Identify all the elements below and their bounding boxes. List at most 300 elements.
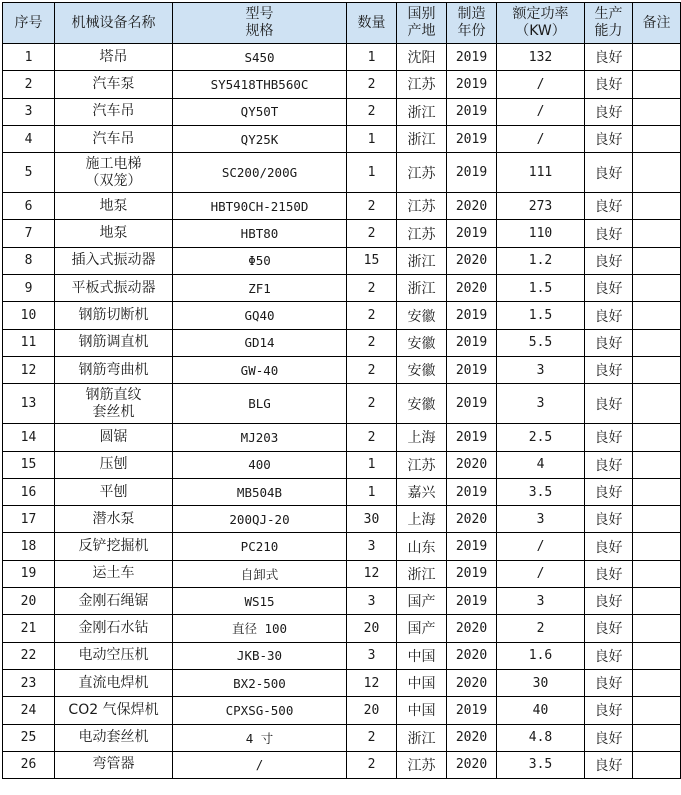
table-row	[3, 506, 681, 533]
cell-origin: 安徽	[397, 384, 447, 424]
cell-qty: 1	[347, 44, 397, 71]
equipment-name-line: 钢筋直纹	[85, 386, 142, 403]
cell-year: 2019	[447, 44, 497, 71]
table-row	[3, 153, 681, 193]
cell-power: 40	[497, 697, 585, 724]
cell-power: 3.5	[497, 751, 585, 778]
cell-power: 3.5	[497, 478, 585, 505]
cell-idx: 6	[3, 193, 55, 220]
cell-qty: 12	[347, 669, 397, 696]
cell-year: 2019	[447, 71, 497, 98]
cell-name	[55, 71, 173, 98]
cell-capacity: 良好	[585, 275, 633, 302]
cell-origin: 安徽	[397, 356, 447, 383]
cell-model: JKB-30	[173, 642, 347, 669]
cell-qty: 2	[347, 424, 397, 451]
cell-qty: 2	[347, 71, 397, 98]
cell-capacity: 良好	[585, 153, 633, 193]
table-row	[3, 329, 681, 356]
cell-name	[55, 98, 173, 125]
cell-capacity: 良好	[585, 424, 633, 451]
equipment-table	[2, 2, 681, 779]
cell-origin: 国产	[397, 615, 447, 642]
cell-idx: 26	[3, 751, 55, 778]
cell-idx: 7	[3, 220, 55, 247]
cell-qty: 20	[347, 697, 397, 724]
cell-origin: 江苏	[397, 71, 447, 98]
cell-idx: 22	[3, 642, 55, 669]
cell-year: 2019	[447, 302, 497, 329]
cell-remark	[633, 697, 681, 724]
cell-idx: 3	[3, 98, 55, 125]
table-row	[3, 220, 681, 247]
table-row	[3, 697, 681, 724]
cell-name	[55, 751, 173, 778]
cell-idx: 17	[3, 506, 55, 533]
cell-remark	[633, 642, 681, 669]
cell-idx: 20	[3, 588, 55, 615]
cell-idx: 4	[3, 125, 55, 152]
cell-power: 3	[497, 356, 585, 383]
equipment-name-line: 电动套丝机	[78, 729, 149, 746]
cell-qty: 2	[347, 98, 397, 125]
equipment-name-line: 施工电梯	[85, 155, 142, 172]
cell-qty: 1	[347, 153, 397, 193]
cell-name	[55, 642, 173, 669]
cell-name	[55, 247, 173, 274]
cell-idx: 1	[3, 44, 55, 71]
cell-qty: 1	[347, 125, 397, 152]
cell-origin: 中国	[397, 642, 447, 669]
cell-origin: 浙江	[397, 275, 447, 302]
cell-qty: 30	[347, 506, 397, 533]
cell-name	[55, 356, 173, 383]
cell-idx: 12	[3, 356, 55, 383]
cell-idx: 14	[3, 424, 55, 451]
equipment-name-line: CO2 气保焊机	[68, 701, 159, 718]
cell-origin: 安徽	[397, 329, 447, 356]
table-row	[3, 751, 681, 778]
cell-year: 2020	[447, 451, 497, 478]
cell-capacity: 良好	[585, 98, 633, 125]
cell-idx: 18	[3, 533, 55, 560]
cell-model: /	[173, 751, 347, 778]
cell-model: GD14	[173, 329, 347, 356]
table-row	[3, 615, 681, 642]
cell-remark	[633, 669, 681, 696]
cell-remark	[633, 506, 681, 533]
equipment-name-line: （双笼）	[85, 172, 142, 189]
cell-model: SC200/200G	[173, 153, 347, 193]
cell-origin: 沈阳	[397, 44, 447, 71]
cell-name	[55, 506, 173, 533]
cell-idx: 9	[3, 275, 55, 302]
cell-power: 5.5	[497, 329, 585, 356]
cell-remark	[633, 724, 681, 751]
cell-model: MJ203	[173, 424, 347, 451]
cell-origin: 浙江	[397, 98, 447, 125]
cell-capacity: 良好	[585, 506, 633, 533]
table-row	[3, 71, 681, 98]
cell-capacity: 良好	[585, 669, 633, 696]
cell-origin: 浙江	[397, 724, 447, 751]
cell-remark	[633, 424, 681, 451]
cell-idx: 19	[3, 560, 55, 587]
cell-model: 自卸式	[173, 560, 347, 587]
cell-year: 2019	[447, 125, 497, 152]
header-model: 型号 规格	[173, 3, 347, 44]
cell-remark	[633, 153, 681, 193]
cell-origin: 浙江	[397, 125, 447, 152]
equipment-name-line: 钢筋弯曲机	[78, 361, 149, 378]
cell-model: SY5418THB560C	[173, 71, 347, 98]
table-row	[3, 560, 681, 587]
cell-year: 2019	[447, 153, 497, 193]
cell-power: /	[497, 560, 585, 587]
cell-capacity: 良好	[585, 615, 633, 642]
cell-origin: 山东	[397, 533, 447, 560]
table-row	[3, 247, 681, 274]
cell-capacity: 良好	[585, 478, 633, 505]
cell-idx: 8	[3, 247, 55, 274]
cell-power: 3	[497, 384, 585, 424]
cell-remark	[633, 329, 681, 356]
cell-model: BX2-500	[173, 669, 347, 696]
table-row	[3, 384, 681, 424]
cell-idx: 5	[3, 153, 55, 193]
cell-name	[55, 451, 173, 478]
cell-remark	[633, 356, 681, 383]
table-row	[3, 275, 681, 302]
cell-year: 2020	[447, 275, 497, 302]
cell-power: 2	[497, 615, 585, 642]
cell-qty: 2	[347, 220, 397, 247]
cell-origin: 江苏	[397, 751, 447, 778]
table-row	[3, 533, 681, 560]
cell-model: 4 寸	[173, 724, 347, 751]
cell-origin: 江苏	[397, 153, 447, 193]
cell-idx: 2	[3, 71, 55, 98]
cell-qty: 2	[347, 275, 397, 302]
cell-name	[55, 329, 173, 356]
cell-year: 2019	[447, 98, 497, 125]
cell-power: 30	[497, 669, 585, 696]
cell-capacity: 良好	[585, 71, 633, 98]
cell-remark	[633, 384, 681, 424]
cell-capacity: 良好	[585, 44, 633, 71]
equipment-name-line: 钢筋切断机	[78, 307, 149, 324]
cell-qty: 2	[347, 356, 397, 383]
cell-power: 132	[497, 44, 585, 71]
cell-name	[55, 302, 173, 329]
cell-qty: 2	[347, 329, 397, 356]
cell-name	[55, 153, 173, 193]
cell-qty: 2	[347, 751, 397, 778]
cell-capacity: 良好	[585, 302, 633, 329]
cell-capacity: 良好	[585, 125, 633, 152]
cell-capacity: 良好	[585, 220, 633, 247]
table-row	[3, 424, 681, 451]
cell-qty: 3	[347, 533, 397, 560]
header-remark: 备注	[633, 3, 681, 44]
cell-power: 110	[497, 220, 585, 247]
header-qty: 数量	[347, 3, 397, 44]
cell-idx: 24	[3, 697, 55, 724]
equipment-name-line: 地泵	[99, 197, 128, 214]
equipment-name-line: 运土车	[92, 565, 135, 582]
equipment-name-line: 直流电焊机	[78, 674, 149, 691]
cell-name	[55, 193, 173, 220]
equipment-name-line: 钢筋调直机	[78, 334, 149, 351]
cell-power: 4.8	[497, 724, 585, 751]
cell-year: 2019	[447, 356, 497, 383]
equipment-name-line: 汽车泵	[92, 75, 135, 92]
cell-model: CPXSG-500	[173, 697, 347, 724]
cell-remark	[633, 220, 681, 247]
cell-origin: 中国	[397, 669, 447, 696]
equipment-name-line: 平刨	[99, 483, 128, 500]
cell-qty: 3	[347, 642, 397, 669]
cell-idx: 21	[3, 615, 55, 642]
cell-model: 直径 100	[173, 615, 347, 642]
cell-qty: 2	[347, 724, 397, 751]
header-origin: 国别 产地	[397, 3, 447, 44]
table-row	[3, 302, 681, 329]
cell-model: Φ50	[173, 247, 347, 274]
cell-model: ZF1	[173, 275, 347, 302]
header-name: 机械设备名称	[55, 3, 173, 44]
cell-remark	[633, 560, 681, 587]
cell-idx: 25	[3, 724, 55, 751]
equipment-name-line: 压刨	[99, 456, 128, 473]
cell-power: /	[497, 98, 585, 125]
cell-power: 2.5	[497, 424, 585, 451]
equipment-name-line: 金刚石绳锯	[78, 592, 149, 609]
cell-model: QY25K	[173, 125, 347, 152]
header-capacity: 生产 能力	[585, 3, 633, 44]
cell-year: 2020	[447, 247, 497, 274]
cell-name	[55, 697, 173, 724]
cell-power: 3	[497, 506, 585, 533]
equipment-name-line: 汽车吊	[92, 103, 135, 120]
cell-name	[55, 424, 173, 451]
cell-name	[55, 724, 173, 751]
cell-capacity: 良好	[585, 384, 633, 424]
cell-idx: 23	[3, 669, 55, 696]
cell-capacity: 良好	[585, 533, 633, 560]
cell-power: 111	[497, 153, 585, 193]
cell-remark	[633, 478, 681, 505]
cell-qty: 1	[347, 451, 397, 478]
cell-name	[55, 533, 173, 560]
cell-power: 1.5	[497, 302, 585, 329]
cell-power: 1.2	[497, 247, 585, 274]
cell-idx: 15	[3, 451, 55, 478]
cell-model: PC210	[173, 533, 347, 560]
cell-remark	[633, 98, 681, 125]
cell-year: 2020	[447, 506, 497, 533]
cell-name	[55, 275, 173, 302]
cell-remark	[633, 615, 681, 642]
cell-name	[55, 384, 173, 424]
cell-model: BLG	[173, 384, 347, 424]
cell-idx: 11	[3, 329, 55, 356]
table-row	[3, 193, 681, 220]
cell-capacity: 良好	[585, 560, 633, 587]
cell-name	[55, 125, 173, 152]
table-row	[3, 642, 681, 669]
cell-qty: 3	[347, 588, 397, 615]
header-power: 额定功率 （KW）	[497, 3, 585, 44]
cell-power: /	[497, 71, 585, 98]
cell-origin: 嘉兴	[397, 478, 447, 505]
equipment-name-line: 汽车吊	[92, 130, 135, 147]
cell-capacity: 良好	[585, 451, 633, 478]
cell-year: 2019	[447, 588, 497, 615]
cell-year: 2019	[447, 384, 497, 424]
cell-origin: 上海	[397, 506, 447, 533]
cell-name	[55, 220, 173, 247]
equipment-name-line: 反铲挖掘机	[78, 538, 149, 555]
cell-year: 2019	[447, 533, 497, 560]
cell-year: 2019	[447, 478, 497, 505]
cell-remark	[633, 588, 681, 615]
cell-year: 2020	[447, 724, 497, 751]
cell-remark	[633, 247, 681, 274]
cell-power: 4	[497, 451, 585, 478]
cell-year: 2019	[447, 329, 497, 356]
cell-year: 2019	[447, 424, 497, 451]
cell-idx: 13	[3, 384, 55, 424]
cell-power: /	[497, 533, 585, 560]
cell-model: WS15	[173, 588, 347, 615]
equipment-name-line: 电动空压机	[78, 647, 149, 664]
equipment-name-line: 地泵	[99, 225, 128, 242]
cell-name	[55, 615, 173, 642]
cell-name	[55, 669, 173, 696]
equipment-name-line: 平板式振动器	[71, 279, 156, 296]
cell-qty: 20	[347, 615, 397, 642]
table-row	[3, 724, 681, 751]
table-row	[3, 98, 681, 125]
equipment-name-line: 插入式振动器	[71, 252, 156, 269]
cell-year: 2019	[447, 697, 497, 724]
equipment-name-line: 潜水泵	[92, 510, 135, 527]
cell-remark	[633, 302, 681, 329]
cell-capacity: 良好	[585, 588, 633, 615]
equipment-name-line: 圆锯	[99, 428, 128, 445]
cell-origin: 江苏	[397, 193, 447, 220]
header-idx: 序号	[3, 3, 55, 44]
table-row	[3, 356, 681, 383]
cell-capacity: 良好	[585, 697, 633, 724]
cell-qty: 2	[347, 384, 397, 424]
cell-qty: 2	[347, 193, 397, 220]
cell-origin: 浙江	[397, 247, 447, 274]
cell-idx: 10	[3, 302, 55, 329]
cell-qty: 15	[347, 247, 397, 274]
equipment-name-line: 套丝机	[92, 403, 135, 420]
cell-remark	[633, 751, 681, 778]
cell-model: QY50T	[173, 98, 347, 125]
cell-model: MB504B	[173, 478, 347, 505]
cell-qty: 1	[347, 478, 397, 505]
cell-origin: 江苏	[397, 220, 447, 247]
cell-origin: 江苏	[397, 451, 447, 478]
cell-name	[55, 588, 173, 615]
table-row	[3, 44, 681, 71]
cell-qty: 2	[347, 302, 397, 329]
cell-origin: 中国	[397, 697, 447, 724]
cell-remark	[633, 193, 681, 220]
cell-qty: 12	[347, 560, 397, 587]
table-row	[3, 669, 681, 696]
cell-remark	[633, 451, 681, 478]
equipment-name-line: 弯管器	[92, 756, 135, 773]
cell-model: GQ40	[173, 302, 347, 329]
cell-power: 1.6	[497, 642, 585, 669]
cell-remark	[633, 275, 681, 302]
cell-year: 2020	[447, 751, 497, 778]
cell-power: 1.5	[497, 275, 585, 302]
cell-power: 3	[497, 588, 585, 615]
cell-origin: 浙江	[397, 560, 447, 587]
cell-year: 2020	[447, 193, 497, 220]
header-year: 制造 年份	[447, 3, 497, 44]
cell-power: /	[497, 125, 585, 152]
cell-model: 200QJ-20	[173, 506, 347, 533]
cell-year: 2019	[447, 560, 497, 587]
cell-model: HBT90CH-2150D	[173, 193, 347, 220]
table-row	[3, 588, 681, 615]
cell-year: 2020	[447, 669, 497, 696]
cell-year: 2020	[447, 642, 497, 669]
equipment-name-line: 塔吊	[99, 48, 128, 65]
table-row	[3, 125, 681, 152]
cell-name	[55, 560, 173, 587]
cell-capacity: 良好	[585, 751, 633, 778]
cell-capacity: 良好	[585, 193, 633, 220]
cell-year: 2019	[447, 220, 497, 247]
cell-remark	[633, 71, 681, 98]
cell-origin: 上海	[397, 424, 447, 451]
cell-name	[55, 478, 173, 505]
table-row	[3, 478, 681, 505]
equipment-name-line: 金刚石水钻	[78, 619, 149, 636]
cell-capacity: 良好	[585, 329, 633, 356]
cell-name	[55, 44, 173, 71]
cell-capacity: 良好	[585, 724, 633, 751]
cell-origin: 国产	[397, 588, 447, 615]
cell-capacity: 良好	[585, 356, 633, 383]
table-row	[3, 451, 681, 478]
cell-origin: 安徽	[397, 302, 447, 329]
cell-power: 273	[497, 193, 585, 220]
cell-remark	[633, 44, 681, 71]
table-header	[3, 3, 681, 44]
cell-idx: 16	[3, 478, 55, 505]
cell-remark	[633, 125, 681, 152]
cell-capacity: 良好	[585, 247, 633, 274]
table-body	[3, 44, 681, 779]
cell-capacity: 良好	[585, 642, 633, 669]
cell-model: GW-40	[173, 356, 347, 383]
cell-remark	[633, 533, 681, 560]
cell-model: S450	[173, 44, 347, 71]
cell-year: 2020	[447, 615, 497, 642]
cell-model: 400	[173, 451, 347, 478]
cell-model: HBT80	[173, 220, 347, 247]
